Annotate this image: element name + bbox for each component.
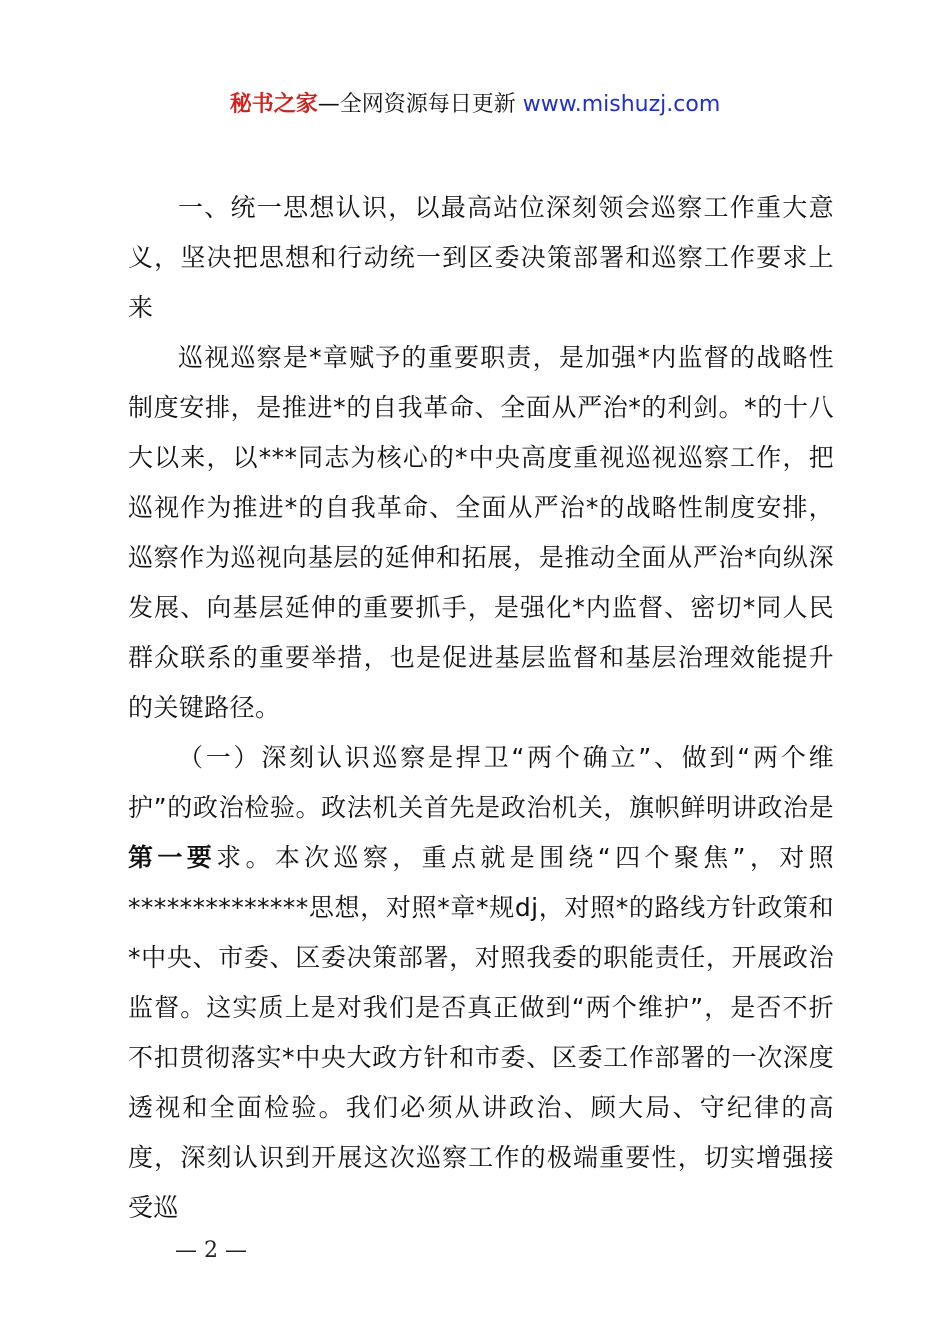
banner-slogan: —全网资源每日更新 (317, 92, 523, 117)
body-paragraph-2 (128, 733, 834, 1233)
site-banner (0, 88, 950, 122)
banner-url-link[interactable]: www.mishuzj.com (522, 92, 721, 117)
brand-name: 秘书之家 (229, 92, 318, 117)
document-body (128, 183, 834, 1233)
paragraph-2-text-start: （一）深刻认识巡察是捍卫“两个确立”、做到“两个维护”的政治检验。政法机关首先是政治机关，旗帜鲜明讲政治是 (128, 743, 834, 822)
section-heading: 一、统一思想认识，以最高站位深刻领会巡察工作重大意义，坚决把思想和行动统一到区委决策部署和巡察工作要求上来 (128, 193, 834, 322)
body-paragraph-1: 巡视巡察是*章赋予的重要职责，是加强*内监督的战略性制度安排，是推进*的自我革命、全面从严治*的利剑。*的十八大以来，以***同志为核心的*中央高度重视巡视巡察工作，把巡视作为推进*的自我革命、全面从严治*的战略性制度安排，巡察作为巡视向基层的延伸和拓展，是推动全面从严治*向纵深发展、向基层延伸的重要抓手，是强化*内监督、密切*同人民群众联系的重要举措，也是促进基层监督和基层治理效能提升的关键路径。 (128, 343, 834, 722)
page-number: — 2 — (175, 1238, 247, 1263)
paragraph-2-text-end: 求。本次巡察，重点就是围绕“四个聚焦”，对照**************思想，对照*章*规dj，对照*的路线方针政策和*中央、市委、区委决策部署，对照我委的职能责任，开展政治监督。这实质上是对我们是否真正做到“两个维护”，是否不折不扣贯彻落实*中央大政方针和市委、区委工作部署的一次深度透视和全面检验。我们必须从讲政治、顾大局、守纪律的高度，深刻认识到开展这次巡察工作的极端重要性，切实增强接受巡 (128, 843, 834, 1222)
paragraph-2-bold-text: 第一要 (128, 843, 217, 872)
